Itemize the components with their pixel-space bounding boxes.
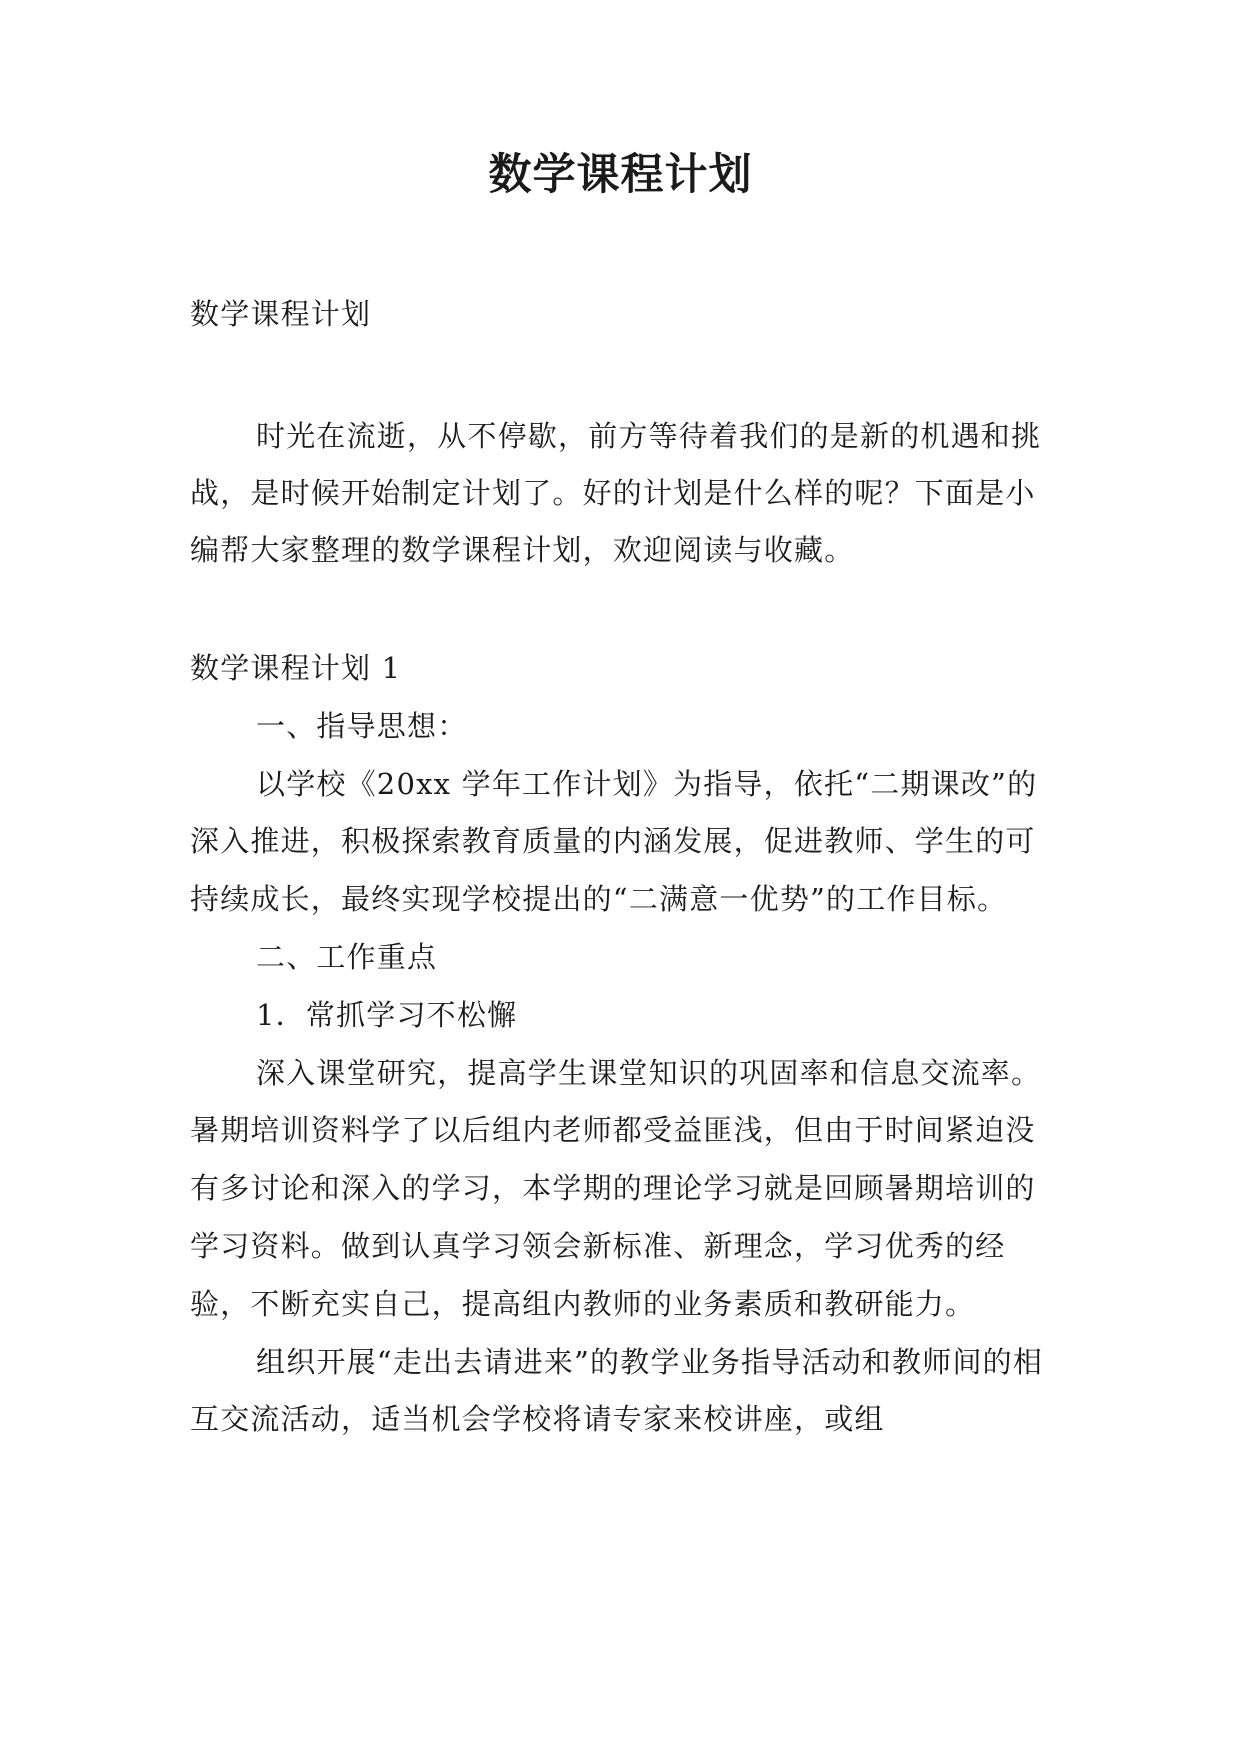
focus-heading: 二、工作重点: [256, 939, 438, 974]
section-heading: 数学课程计划 1: [190, 651, 402, 685]
document-title: 数学课程计划: [488, 150, 753, 200]
item1-heading: 1．常抓学习不松懈: [256, 997, 518, 1032]
document-subtitle: [190, 290, 1060, 338]
section-1: [190, 640, 1060, 1449]
subtitle-text: 数学课程计划: [190, 297, 372, 331]
guiding-paragraph: 以学校《20xx 学年工作计划》为指导，依托“二期课改”的深入推进，积极探索教育质量的内涵发展，促进教师、学生的可持续成长，最终实现学校提出的“二满意一优势”的工作目标。: [190, 766, 1038, 917]
item1-paragraph: 深入课堂研究，提高学生课堂知识的巩固率和信息交流率。暑期培训资料学了以后组内老师都受益匪浅，但由于时间紧迫没有多讨论和深入的学习，本学期的理论学习就是回顾暑期培训的学习资料。做到认真学习领会新标准、新理念，学习优秀的经验，不断充实自己，提高组内教师的业务素质和教研能力。: [190, 1055, 1042, 1321]
intro-text: 时光在流逝，从不停歇，前方等待着我们的是新的机遇和挑战，是时候开始制定计划了。好的计划是什么样的呢？下面是小编帮大家整理的数学课程计划，欢迎阅读与收藏。: [190, 419, 1042, 567]
item1-paragraph-2: 组织开展“走出去请进来”的教学业务指导活动和教师间的相互交流活动，适当机会学校将请专家来校讲座，或组: [190, 1344, 1044, 1437]
intro-paragraph: [190, 408, 1060, 579]
guiding-heading: 一、指导思想：: [256, 708, 468, 743]
